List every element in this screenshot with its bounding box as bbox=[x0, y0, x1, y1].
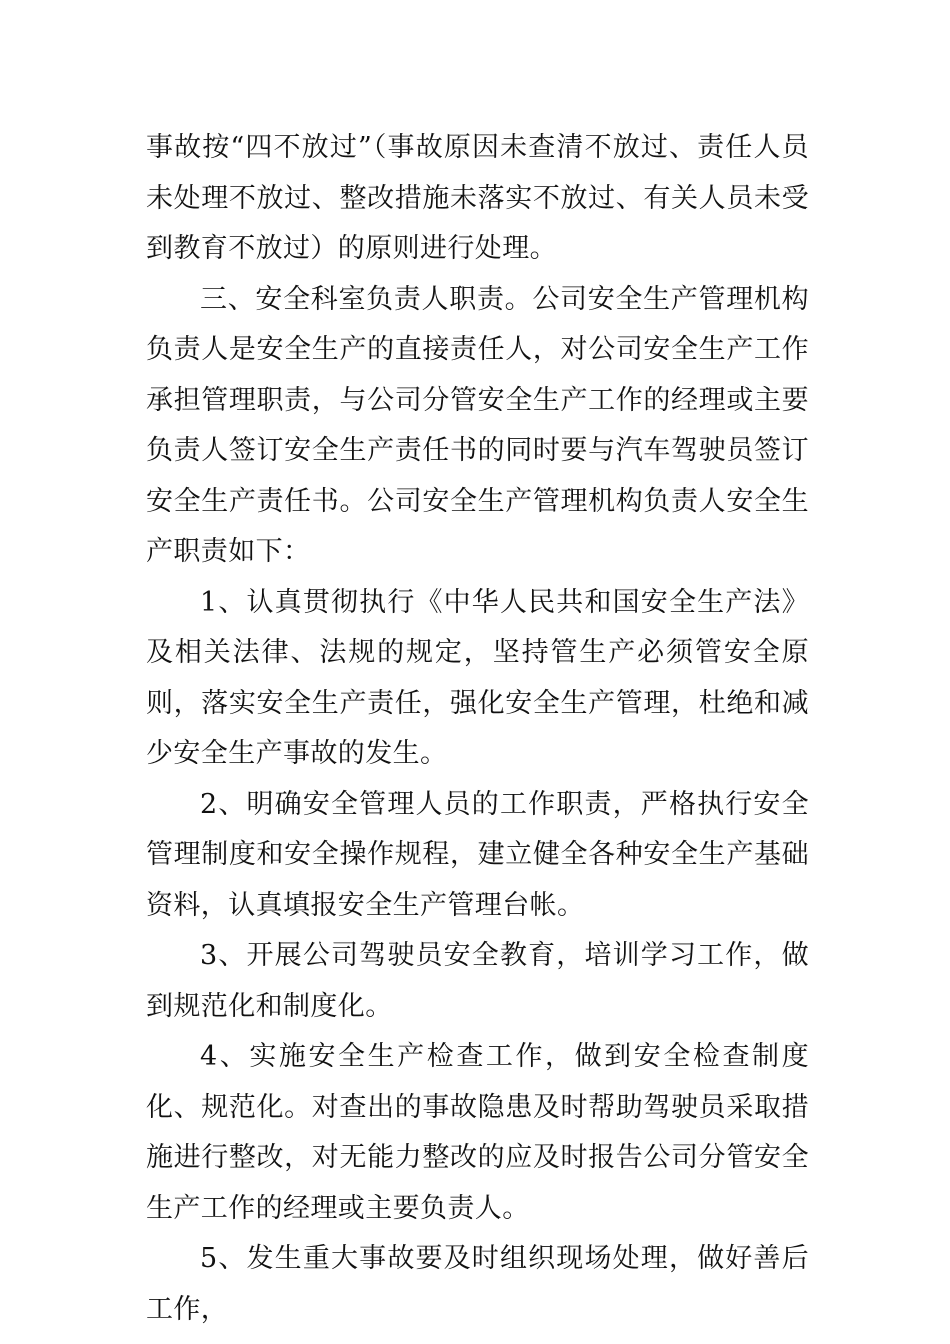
paragraph-duty-1: 1、认真贯彻执行《中华人民共和国安全生产法》及相关法律、法规的规定，坚持管生产必须管安全原则，落实安全生产责任，强化安全生产管理，杜绝和减少安全生产事故的发生。 bbox=[146, 586, 809, 769]
paragraph-duty-2: 2、明确安全管理人员的工作职责，严格执行安全管理制度和安全操作规程，建立健全各种安全生产基础资料，认真填报安全生产管理台帐。 bbox=[146, 788, 809, 921]
paragraph-duty-5: 5、发生重大事故要及时组织现场处理，做好善后工作， bbox=[146, 1243, 809, 1325]
paragraph-section-three-safety-head-duties: 三、安全科室负责人职责。公司安全生产管理机构负责人是安全生产的直接责任人，对公司安全生产工作承担管理职责，与公司分管安全生产工作的经理或主要负责人签订安全生产责任书的同时要与汽车驾驶员签订安全生产责任书。公司安全生产管理机构负责人安全生产职责如下： bbox=[146, 283, 809, 567]
document-body bbox=[146, 123, 809, 1335]
paragraph-continuation-four-not-pass: 事故按“四不放过”（事故原因未查清不放过、责任人员未处理不放过、整改措施未落实不放过、有关人员未受到教育不放过）的原则进行处理。 bbox=[146, 132, 809, 264]
paragraph-duty-3: 3、开展公司驾驶员安全教育，培训学习工作，做到规范化和制度化。 bbox=[146, 940, 809, 1022]
paragraph-duty-4: 4、实施安全生产检查工作，做到安全检查制度化、规范化。对查出的事故隐患及时帮助驾驶员采取措施进行整改，对无能力整改的应及时报告公司分管安全生产工作的经理或主要负责人。 bbox=[146, 1041, 809, 1224]
